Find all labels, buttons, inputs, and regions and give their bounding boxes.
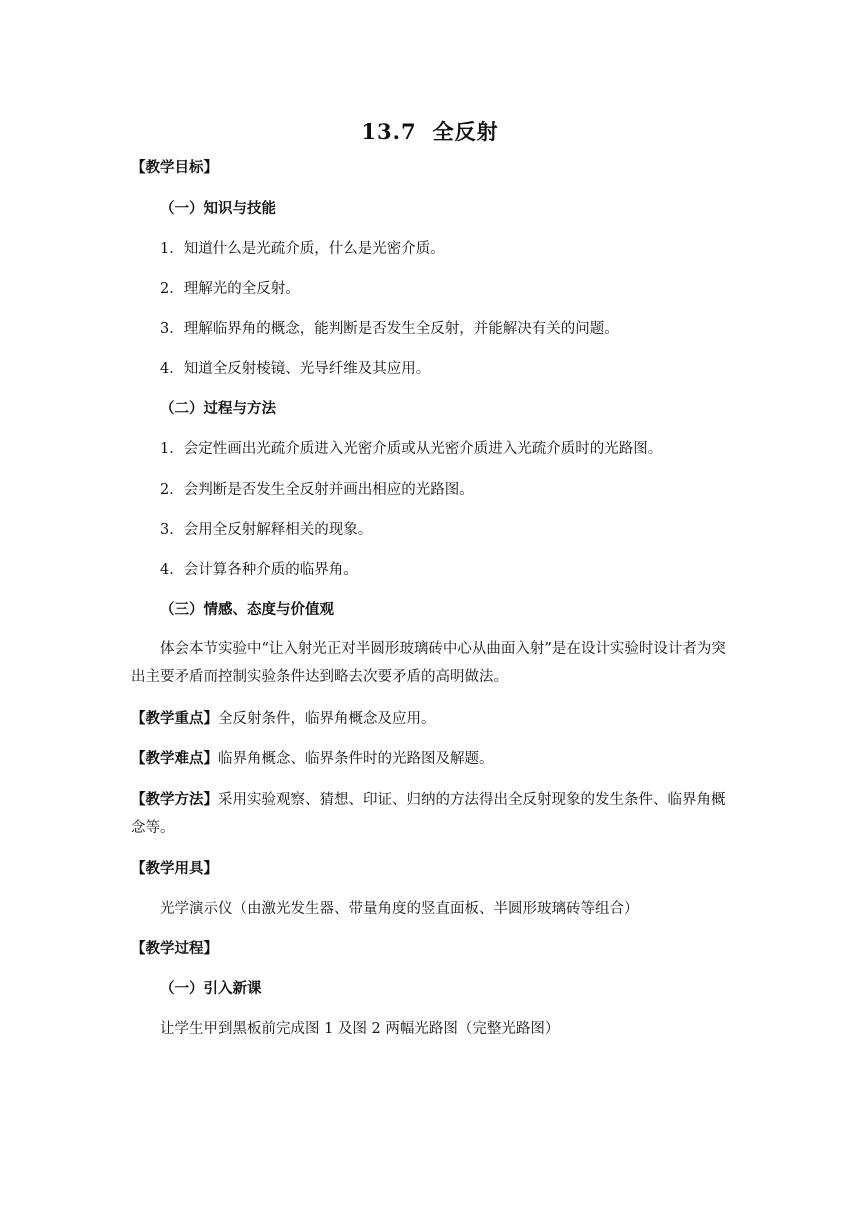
title-text: 全反射 [432, 119, 499, 144]
process-item: 1．会定性画出光疏介质进入光密介质或从光密介质进入光疏介质时的光路图。 [160, 441, 663, 457]
emotion-paragraph: 体会本节实验中“让入射光正对半圆形玻璃砖中心从曲面入射”是在设计实验时设计者为突出主要矛盾而控制实验条件达到略去次要矛盾的高明做法。 [131, 641, 726, 685]
emotion-heading: （三）情感、态度与价值观 [160, 602, 334, 618]
intro-text: 让学生甲到黑板前完成图 1 及图 2 两幅光路图（完整光路图） [160, 1021, 560, 1037]
intro-heading: （一）引入新课 [160, 981, 262, 997]
objectives-heading: 【教学目标】 [131, 160, 218, 176]
document-title [0, 116, 860, 146]
procedure-heading: 【教学过程】 [131, 941, 218, 957]
knowledge-item: 2．理解光的全反射。 [160, 281, 300, 297]
knowledge-item: 1．知道什么是光疏介质，什么是光密介质。 [160, 241, 445, 257]
process-item: 3．会用全反射解释相关的现象。 [160, 522, 373, 538]
key-point-label: 【教学重点】 [131, 711, 218, 727]
process-item: 2．会判断是否发生全反射并画出相应的光路图。 [160, 482, 474, 498]
difficulty-text: 临界角概念、临界条件时的光路图及解题。 [218, 751, 494, 767]
process-heading: （二）过程与方法 [160, 401, 276, 417]
key-point-text: 全反射条件，临界角概念及应用。 [218, 711, 436, 727]
process-item: 4．会计算各种介质的临界角。 [160, 562, 358, 578]
method-paragraph [131, 786, 731, 842]
difficulty-label: 【教学难点】 [131, 751, 218, 767]
title-number: 13.7 [361, 119, 417, 144]
knowledge-heading: （一）知识与技能 [160, 201, 276, 217]
knowledge-item: 3．理解临界角的概念，能判断是否发生全反射，并能解决有关的问题。 [160, 321, 619, 337]
knowledge-item: 4．知道全反射棱镜、光导纤维及其应用。 [160, 361, 431, 377]
tools-heading: 【教学用具】 [131, 861, 218, 877]
method-text: 采用实验观察、猜想、印证、归纳的方法得出全反射现象的发生条件、临界角概念等。 [131, 792, 726, 836]
key-point-paragraph [131, 705, 731, 733]
tools-text: 光学演示仪（由激光发生器、带量角度的竖直面板、半圆形玻璃砖等组合） [160, 901, 639, 917]
method-label: 【教学方法】 [131, 792, 218, 808]
difficulty-paragraph [131, 745, 731, 773]
